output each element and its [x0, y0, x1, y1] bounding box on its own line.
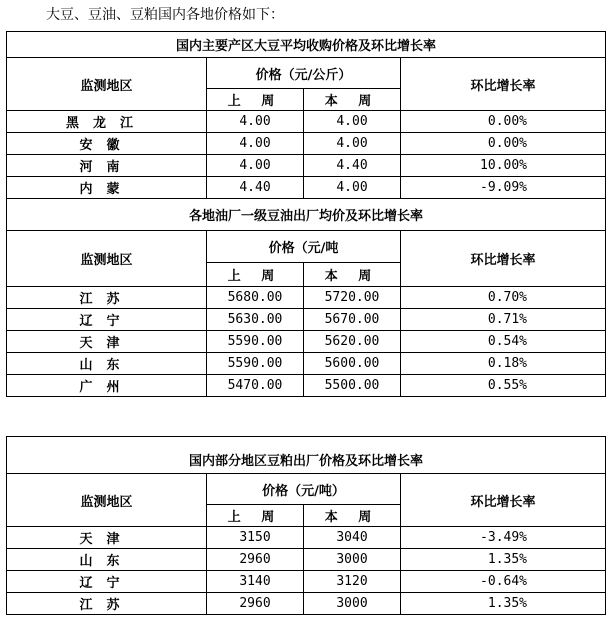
- table-row: [7, 331, 606, 353]
- change-rate: 0.55%: [401, 375, 606, 397]
- this-week-price: 4.40: [304, 155, 401, 177]
- table-row: [7, 593, 606, 615]
- table-row: [7, 571, 606, 593]
- table-row: [7, 353, 606, 375]
- region-cell: 广州: [7, 375, 207, 397]
- change-rate: -3.49%: [401, 527, 606, 549]
- table-row: [7, 527, 606, 549]
- soymeal-col-last-week: 上 周: [207, 505, 304, 527]
- this-week-price: 5600.00: [304, 353, 401, 375]
- table-row: [7, 375, 606, 397]
- region-cell: 山东: [7, 549, 207, 571]
- region-cell: 安徽: [7, 133, 207, 155]
- change-rate: 0.54%: [401, 331, 606, 353]
- soymeal-col-region: 监测地区: [7, 474, 207, 527]
- change-rate: 10.00%: [401, 155, 606, 177]
- change-rate: 0.18%: [401, 353, 606, 375]
- soybean-table-title: 国内主要产区大豆平均收购价格及环比增长率: [7, 32, 606, 58]
- last-week-price: 4.00: [207, 111, 304, 133]
- table-row: [7, 177, 606, 199]
- intro-text: 大豆、豆油、豆粕国内各地价格如下：: [46, 7, 284, 23]
- region-cell: 辽宁: [7, 309, 207, 331]
- soymeal-col-this-week: 本 周: [304, 505, 401, 527]
- last-week-price: 4.40: [207, 177, 304, 199]
- region-cell: 内蒙: [7, 177, 207, 199]
- soyoil-col-this-week: 本 周: [304, 263, 401, 287]
- change-rate: -0.64%: [401, 571, 606, 593]
- soymeal-col-price: 价格（元/吨）: [207, 474, 401, 505]
- this-week-price: 3000: [304, 549, 401, 571]
- soymeal-col-change: 环比增长率: [401, 474, 606, 527]
- region-cell: 天津: [7, 527, 207, 549]
- table-row: [7, 155, 606, 177]
- soybean-col-change: 环比增长率: [401, 58, 606, 111]
- soybean-col-last-week: 上 周: [207, 89, 304, 111]
- last-week-price: 5470.00: [207, 375, 304, 397]
- soyoil-table-title: 各地油厂一级豆油出厂均价及环比增长率: [7, 199, 606, 231]
- change-rate: -9.09%: [401, 177, 606, 199]
- this-week-price: 3040: [304, 527, 401, 549]
- this-week-price: 3000: [304, 593, 401, 615]
- soyoil-col-change: 环比增长率: [401, 231, 606, 287]
- this-week-price: 4.00: [304, 133, 401, 155]
- change-rate: 1.35%: [401, 549, 606, 571]
- change-rate: 0.00%: [401, 133, 606, 155]
- last-week-price: 4.00: [207, 133, 304, 155]
- change-rate: 0.71%: [401, 309, 606, 331]
- last-week-price: 5590.00: [207, 331, 304, 353]
- table-row: [7, 309, 606, 331]
- soybean-soyoil-table: [6, 31, 606, 397]
- last-week-price: 3150: [207, 527, 304, 549]
- this-week-price: 3120: [304, 571, 401, 593]
- region-cell: 天津: [7, 331, 207, 353]
- last-week-price: 2960: [207, 593, 304, 615]
- this-week-price: 5670.00: [304, 309, 401, 331]
- change-rate: 0.70%: [401, 287, 606, 309]
- soymeal-table-title: 国内部分地区豆粕出厂价格及环比增长率: [7, 437, 606, 474]
- table-row: [7, 549, 606, 571]
- this-week-price: 5620.00: [304, 331, 401, 353]
- region-cell: 山东: [7, 353, 207, 375]
- soybean-col-this-week: 本 周: [304, 89, 401, 111]
- table-row: [7, 111, 606, 133]
- this-week-price: 4.00: [304, 177, 401, 199]
- region-cell: 辽宁: [7, 571, 207, 593]
- soyoil-col-price: 价格（元/吨: [207, 231, 401, 263]
- table-row: [7, 287, 606, 309]
- region-cell: 江苏: [7, 593, 207, 615]
- soybean-col-price: 价格（元/公斤）: [207, 58, 401, 89]
- last-week-price: 4.00: [207, 155, 304, 177]
- soybean-col-region: 监测地区: [7, 58, 207, 111]
- change-rate: 0.00%: [401, 111, 606, 133]
- soyoil-col-region: 监测地区: [7, 231, 207, 287]
- last-week-price: 3140: [207, 571, 304, 593]
- change-rate: 1.35%: [401, 593, 606, 615]
- last-week-price: 5630.00: [207, 309, 304, 331]
- region-cell: 江苏: [7, 287, 207, 309]
- soymeal-table: [6, 436, 606, 615]
- soyoil-col-last-week: 上 周: [207, 263, 304, 287]
- table-row: [7, 133, 606, 155]
- last-week-price: 5590.00: [207, 353, 304, 375]
- region-cell: 黑龙江: [7, 111, 207, 133]
- this-week-price: 5500.00: [304, 375, 401, 397]
- last-week-price: 2960: [207, 549, 304, 571]
- this-week-price: 5720.00: [304, 287, 401, 309]
- last-week-price: 5680.00: [207, 287, 304, 309]
- region-cell: 河南: [7, 155, 207, 177]
- this-week-price: 4.00: [304, 111, 401, 133]
